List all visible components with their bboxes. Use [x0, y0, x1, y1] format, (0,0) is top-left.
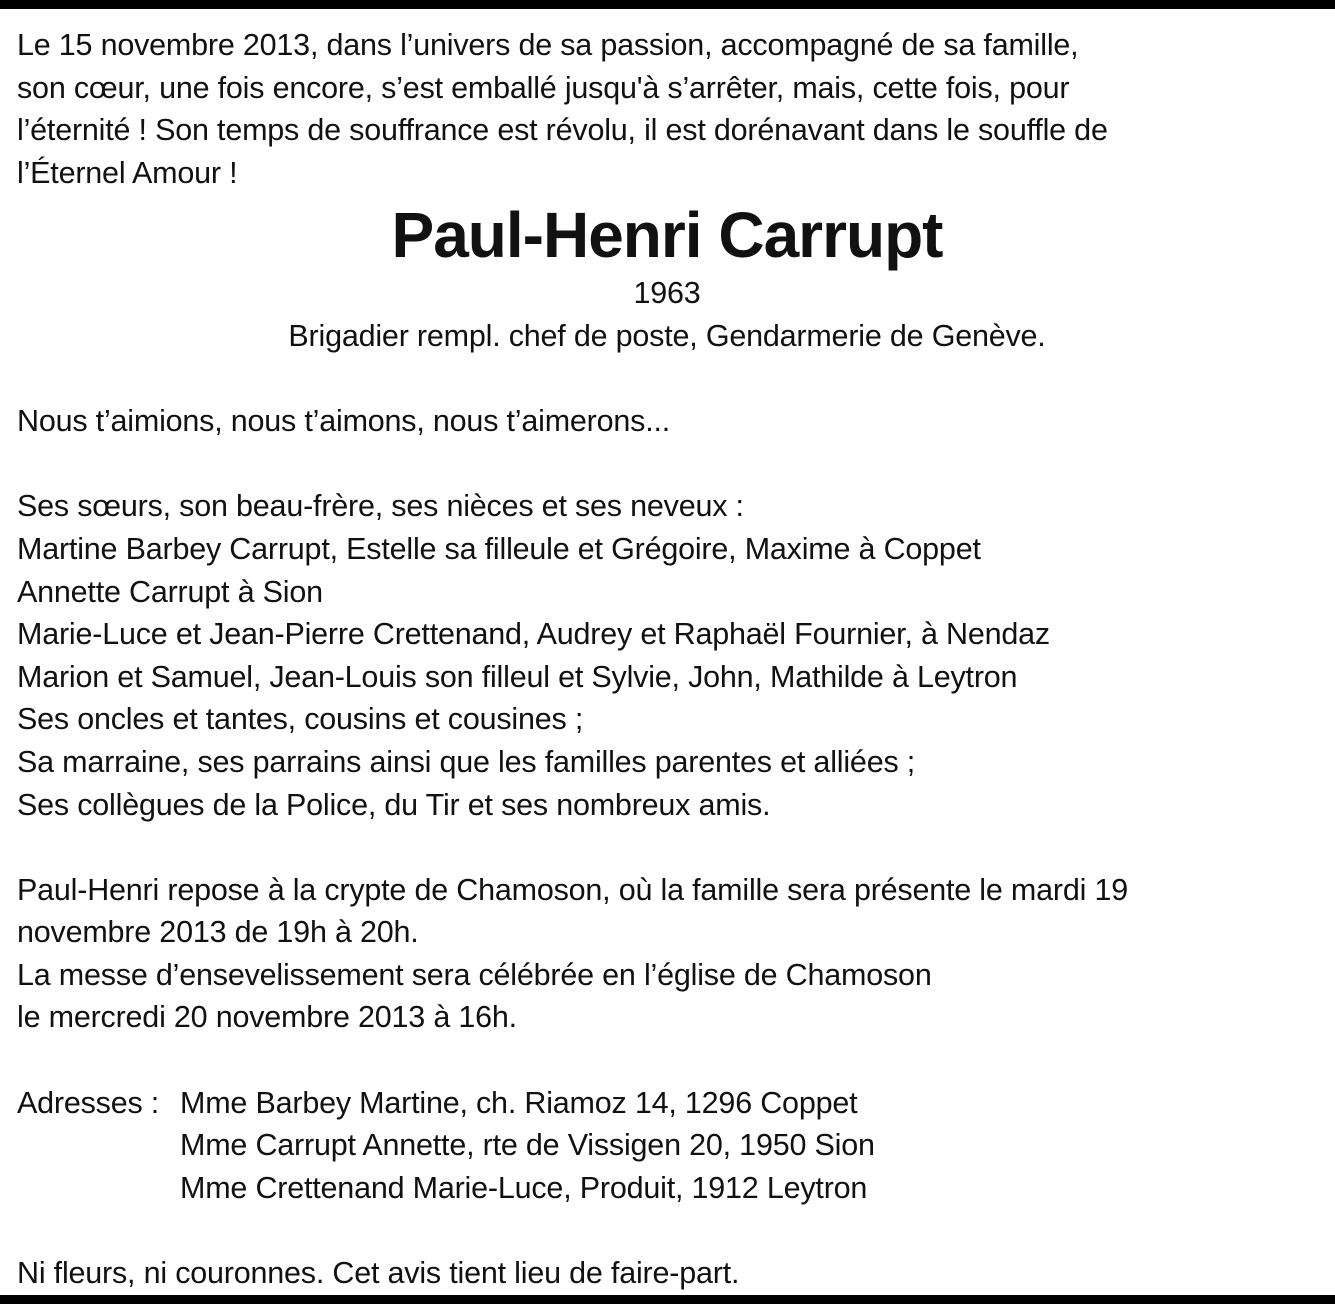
intro-line: l’Éternel Amour !	[17, 155, 238, 190]
intro-line: l’éternité ! Son temps de souffrance est révolu, il est dorénavant dans le souffle de	[17, 113, 1108, 148]
bottom-border-rule	[0, 1295, 1335, 1304]
closing-note: Ni fleurs, ni couronnes. Cet avis tient lieu de faire-part.	[17, 1256, 740, 1291]
addresses-block	[17, 1082, 1317, 1210]
obituary-notice	[17, 24, 1317, 1295]
family-line: Martine Barbey Carrupt, Estelle sa filleule et Grégoire, Maxime à Coppet	[17, 531, 981, 566]
tagline: Nous t’aimions, nous t’aimons, nous t’aimerons...	[17, 404, 671, 439]
family-line: Sa marraine, ses parrains ainsi que les familles parentes et alliées ;	[17, 744, 916, 779]
ceremony-paragraph	[17, 869, 1317, 1039]
spacer	[17, 358, 1317, 401]
spacer	[17, 1039, 1317, 1082]
ceremony-line: le mercredi 20 novembre 2013 à 16h.	[17, 1000, 517, 1035]
spacer	[17, 826, 1317, 869]
deceased-name: Paul-Henri Carrupt	[391, 199, 943, 272]
family-list	[17, 485, 1317, 826]
family-line: Marion et Samuel, Jean-Louis son filleul et Sylvie, John, Mathilde à Leytron	[17, 659, 1018, 694]
intro-line: son cœur, une fois encore, s’est emballé jusqu'à s’arrêter, mais, cette fois, pour	[17, 70, 1070, 105]
family-line: Annette Carrupt à Sion	[17, 574, 323, 609]
addresses-list	[180, 1082, 875, 1210]
address-line: Mme Crettenand Marie-Luce, Produit, 1912 Leytron	[180, 1170, 868, 1205]
intro-line: Le 15 novembre 2013, dans l’univers de sa passion, accompagné de sa famille,	[17, 28, 1079, 62]
spacer	[17, 1209, 1317, 1252]
address-line: Mme Carrupt Annette, rte de Vissigen 20, 1950 Sion	[180, 1128, 875, 1163]
address-line: Mme Barbey Martine, ch. Riamoz 14, 1296 Coppet	[180, 1085, 858, 1120]
deceased-birth-year: 1963	[633, 276, 701, 311]
family-line: Ses sœurs, son beau-frère, ses nièces et ses neveux :	[17, 489, 744, 524]
ceremony-line: novembre 2013 de 19h à 20h.	[17, 915, 419, 950]
intro-paragraph	[17, 24, 1317, 194]
family-line: Ses oncles et tantes, cousins et cousines ;	[17, 702, 584, 737]
ceremony-line: Paul-Henri repose à la crypte de Chamoson, où la famille sera présente le mardi 19	[17, 872, 1128, 907]
family-line: Marie-Luce et Jean-Pierre Crettenand, Audrey et Raphaël Fournier, à Nendaz	[17, 617, 1050, 652]
ceremony-line: La messe d’ensevelissement sera célébrée en l’église de Chamoson	[17, 957, 932, 992]
spacer	[17, 443, 1317, 486]
family-line: Ses collègues de la Police, du Tir et ses nombreux amis.	[17, 787, 771, 822]
deceased-title: Brigadier rempl. chef de poste, Gendarmerie de Genève.	[288, 318, 1046, 353]
top-border-rule	[0, 0, 1335, 9]
addresses-label: Adresses :	[17, 1085, 160, 1120]
